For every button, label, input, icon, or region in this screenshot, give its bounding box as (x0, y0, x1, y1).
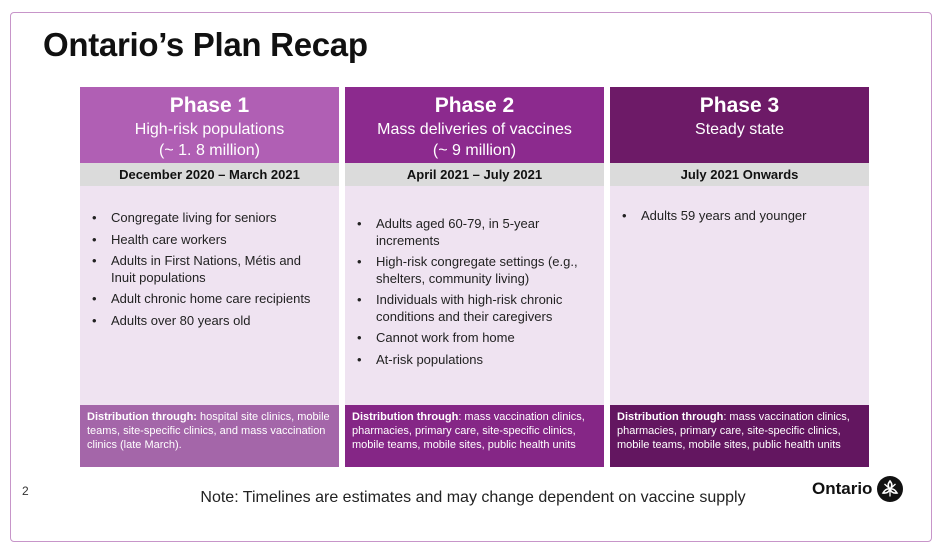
page-number: 2 (22, 484, 29, 498)
phase-1-bullet: • Congregate living for seniors (88, 210, 329, 227)
phase-2-name: Phase 2 (434, 94, 515, 117)
phase-2-body (345, 186, 604, 405)
footnote: Note: Timelines are estimates and may change dependent on vaccine supply (200, 489, 746, 506)
phase-1-body (80, 186, 339, 405)
phase-3-column (610, 87, 869, 467)
phase-1-subtitle-line1: High-risk populations (134, 121, 285, 138)
phase-3-subtitle-line1: Steady state (695, 121, 784, 138)
phase-1-distribution-label: Distribution through: (87, 411, 197, 423)
phase-3-body (610, 186, 869, 405)
phase-1-bullet: • Health care workers (88, 232, 329, 249)
phase-2-bullet: • Adults aged 60-79, in 5-year increments (353, 216, 594, 249)
phase-2-bullet: • High-risk congregate settings (e.g., shelters, community living) (353, 254, 594, 287)
phase-1-bullet-list (88, 210, 329, 329)
phase-2-distribution (345, 405, 604, 467)
phase-3-distribution-label: Distribution through (617, 411, 724, 423)
phase-2-subtitle-line2: (~ 9 million) (432, 142, 517, 159)
phase-1-bullet: • Adults in First Nations, Métis and Inuit populations (88, 253, 329, 286)
phase-1-distribution-text: hospital site clinics, mobile teams, site-specific clinics, and mass vaccination clinics (late March). (87, 411, 330, 451)
phase-3-distribution (610, 405, 869, 467)
trillium-logo-icon (877, 476, 903, 502)
phase-1-dates: December 2020 – March 2021 (80, 163, 339, 186)
phase-3-bullet-list (618, 208, 859, 225)
phase-1-bullet: • Adults over 80 years old (88, 313, 329, 330)
ontario-logo (812, 476, 903, 502)
phase-2-subtitle-line1: Mass deliveries of vaccines (377, 121, 572, 138)
phase-3-distribution-text: : mass vaccination clinics, pharmacies, primary care, site-specific clinics, mobile teams, mobile sites, public health units (617, 411, 850, 451)
phase-2-bullet-list (353, 216, 594, 368)
phase-2-bullet: • At-risk populations (353, 352, 594, 369)
phase-2-distribution-text: : mass vaccination clinics, pharmacies, primary care, site-specific clinics, mobile teams, mobile sites, public health units (352, 411, 585, 451)
phase-3-name: Phase 3 (699, 94, 780, 117)
phase-2-distribution-label: Distribution through (352, 411, 459, 423)
phase-1-subtitle-line2: (~ 1. 8 million) (159, 142, 260, 159)
phase-1-column (80, 87, 339, 467)
slide-title: Ontario’s Plan Recap (43, 26, 368, 63)
phase-1-name: Phase 1 (169, 94, 250, 117)
phase-2-header (345, 87, 604, 163)
phase-2-bullet: • Cannot work from home (353, 330, 594, 347)
ontario-logo-text: Ontario (812, 479, 873, 498)
phase-2-dates: April 2021 – July 2021 (345, 163, 604, 186)
phase-3-bullet: • Adults 59 years and younger (618, 208, 859, 225)
phase-3-header (610, 87, 869, 163)
phase-1-distribution (80, 405, 339, 467)
phase-2-column (345, 87, 604, 467)
phase-2-bullet: • Individuals with high-risk chronic conditions and their caregivers (353, 292, 594, 325)
phase-1-bullet: • Adult chronic home care recipients (88, 291, 329, 308)
phase-3-dates: July 2021 Onwards (610, 163, 869, 186)
phase-1-header (80, 87, 339, 163)
